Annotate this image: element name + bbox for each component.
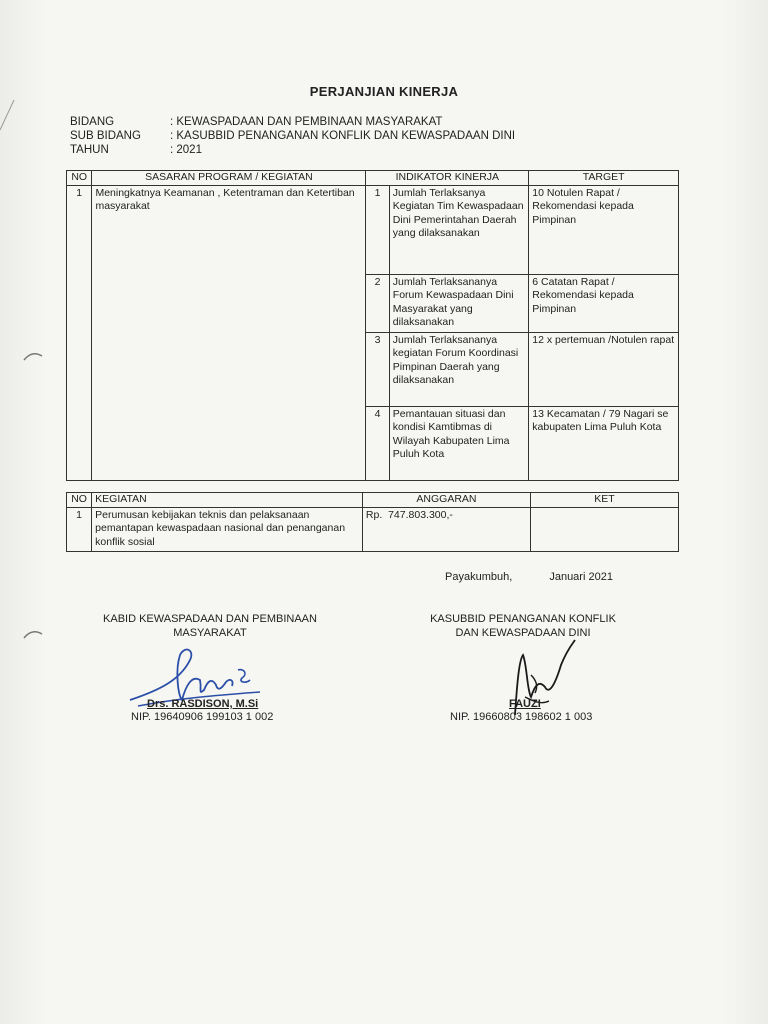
- left-signatory-name: Drs. RASDISON, M.Si: [147, 698, 259, 710]
- meta-value: : KEWASPADAAN DAN PEMBINAAN MASYARAKAT: [170, 116, 443, 128]
- indicator-text: Jumlah Terlaksananya Forum Kewaspadaan Dini Masyarakat yang dilaksanakan: [389, 274, 529, 332]
- left-signatory-title: [80, 612, 340, 640]
- header-kegiatan: KEGIATAN: [92, 493, 363, 508]
- performance-table: [66, 170, 679, 481]
- kegiatan-cell: Perumusan kebijakan teknis dan pelaksanaan pemantapan kewaspadaan nasional dan penanganan konflik sosial: [92, 507, 363, 551]
- indicator-text: Jumlah Terlaksananya kegiatan Forum Koordinasi Pimpinan Daerah yang dilaksanakan: [389, 332, 529, 406]
- table-row: [67, 507, 679, 551]
- left-signatory-nip: NIP. 19640906 199103 1 002: [131, 711, 274, 723]
- indicator-no: 3: [366, 332, 389, 406]
- title-line: DAN KEWASPADAAN DINI: [455, 627, 591, 639]
- header-anggaran: ANGGARAN: [362, 493, 530, 508]
- target-cell: 6 Catatan Rapat / Rekomendasi kepada Pimpinan: [529, 274, 679, 332]
- target-cell: 13 Kecamatan / 79 Nagari se kabupaten Lima Puluh Kota: [529, 406, 679, 480]
- indicator-no: 4: [366, 406, 389, 480]
- header-indikator: INDIKATOR KINERJA: [366, 171, 529, 186]
- punch-hole-mark: [22, 628, 44, 640]
- meta-key: SUB BIDANG: [70, 130, 141, 142]
- header-no: NO: [67, 171, 92, 186]
- indicator-no: 2: [366, 274, 389, 332]
- row-no: 1: [67, 507, 92, 551]
- indicator-text: Pemantauan situasi dan kondisi Kamtibmas di Wilayah Kabupaten Lima Puluh Kota: [389, 406, 529, 480]
- ket-cell: [531, 507, 679, 551]
- header-sasaran: SASARAN PROGRAM / KEGIATAN: [92, 171, 366, 186]
- indicator-no: 1: [366, 185, 389, 274]
- punch-hole-mark: [22, 350, 44, 362]
- target-cell: 10 Notulen Rapat / Rekomendasi kepada Pimpinan: [529, 185, 679, 274]
- anggaran-cell: Rp. 747.803.300,-: [362, 507, 530, 551]
- table-header-row: [67, 171, 679, 186]
- title-line: MASYARAKAT: [173, 627, 247, 639]
- right-signatory-name: FAUZI: [509, 698, 541, 710]
- meta-key: BIDANG: [70, 116, 115, 128]
- meta-value: : KASUBBID PENANGANAN KONFLIK DAN KEWASPADAAN DINI: [170, 130, 516, 142]
- header-ket: KET: [531, 493, 679, 508]
- budget-table: [66, 492, 679, 552]
- header-no: NO: [67, 493, 92, 508]
- target-cell: 12 x pertemuan /Notulen rapat: [529, 332, 679, 406]
- meta-bidang: [70, 116, 442, 128]
- table-row: [67, 185, 679, 274]
- meta-value: : 2021: [170, 144, 202, 156]
- table-header-row: [67, 493, 679, 508]
- meta-tahun: [70, 144, 202, 156]
- header-target: TARGET: [529, 171, 679, 186]
- title-line: KABID KEWASPADAAN DAN PEMBINAAN: [103, 613, 317, 625]
- meta-key: TAHUN: [70, 144, 109, 156]
- scan-edge-mark: [0, 0, 30, 140]
- meta-sub-bidang: [70, 130, 515, 142]
- title-line: KASUBBID PENANGANAN KONFLIK: [430, 613, 616, 625]
- right-signatory-nip: NIP. 19660803 198602 1 003: [450, 711, 593, 723]
- place: Payakumbuh,: [445, 571, 513, 583]
- row-no: 1: [67, 185, 92, 480]
- date: Januari 2021: [549, 571, 613, 583]
- sasaran-cell: Meningkatnya Keamanan , Ketentraman dan Ketertiban masyarakat: [92, 185, 366, 480]
- indicator-text: Jumlah Terlaksanya Kegiatan Tim Kewaspadaan Dini Pemerintahan Daerah yang dilaksanakan: [389, 185, 529, 274]
- place-date: [445, 571, 613, 583]
- document-title: PERJANJIAN KINERJA: [309, 84, 459, 99]
